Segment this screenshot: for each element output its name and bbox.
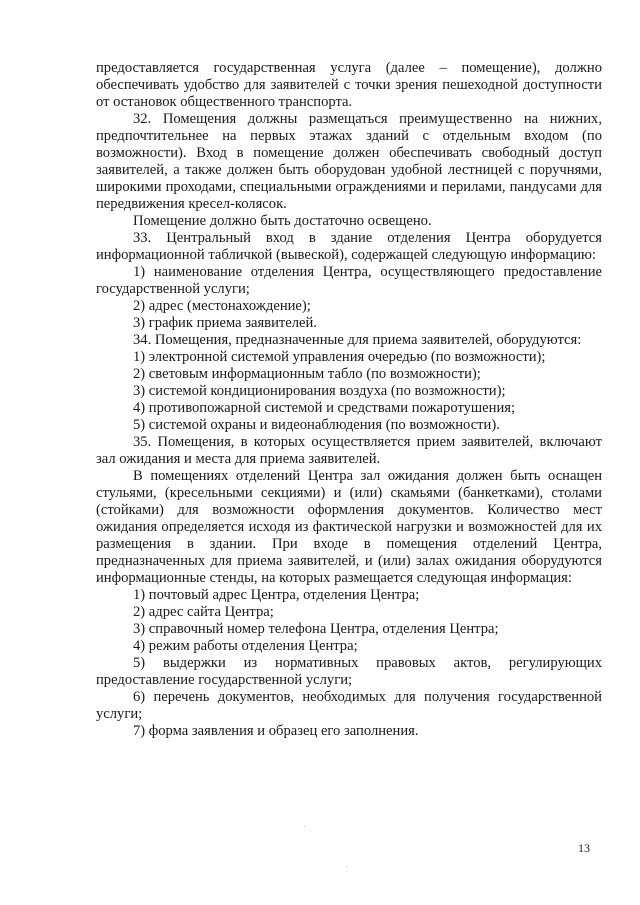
- list-item-stand-5: 5) выдержки из нормативных правовых актов, регулирующих предоставление государственной услуги;: [96, 655, 602, 688]
- paragraph-32: 32. Помещения должны размещаться преимущественно на нижних, предпочтительнее на первых этажах зданий с отдельным входом (по возможности). Вход в помещение должен обеспечивать свободный доступ заявителей, а также должен быть оборудован удобной лестницей с поручнями, широкими проходами, специальными ограждениями и перилами, пандусами для передвижения кресел-колясок.: [96, 111, 602, 212]
- list-item-stand-3: 3) справочный номер телефона Центра, отделения Центра;: [133, 621, 499, 637]
- paragraph-intro-continuation: предоставляется государственная услуга (далее – помещение), должно обеспечивать удобство для заявителей с точки зрения пешеходной доступности от остановок общественного транспорта.: [96, 60, 602, 110]
- scan-speck: [304, 826, 305, 827]
- paragraph-waiting-room: В помещениях отделений Центра зал ожидания должен быть оснащен стульями, (кресельными секциями) и (или) скамьями (банкетками), столами (стойками) для возможности оформления документов. Количество мест ожидания определяется исходя из фактической нагрузки и возможностей для их размещения в здании. При входе в помещения отделений Центра, предназначенных для приема заявителей, и (или) залах ожидания оборудуются информационные стенды, на которых размещается следующая информация:: [96, 468, 602, 586]
- list-item-stand-7: 7) форма заявления и образец его заполнения.: [133, 723, 419, 739]
- list-item-33-2: 2) адрес (местонахождение);: [133, 298, 311, 314]
- list-item-stand-4: 4) режим работы отделения Центра;: [133, 638, 358, 654]
- list-item-34-5: 5) системой охраны и видеонаблюдения (по возможности).: [133, 417, 500, 433]
- list-item-33-3: 3) график приема заявителей.: [133, 315, 317, 331]
- paragraph-33: 33. Центральный вход в здание отделения Центра оборудуется информационной табличкой (вывеской), содержащей следующую информацию:: [96, 230, 602, 263]
- scan-speck: [346, 866, 347, 867]
- list-item-34-1: 1) электронной системой управления очередью (по возможности);: [133, 349, 546, 365]
- paragraph-34: 34. Помещения, предназначенные для приема заявителей, оборудуются:: [133, 332, 582, 348]
- paragraph-35: 35. Помещения, в которых осуществляется прием заявителей, включают зал ожидания и места для приема заявителей.: [96, 434, 602, 467]
- document-text: [96, 60, 602, 740]
- list-item-stand-6: 6) перечень документов, необходимых для получения государственной услуги;: [96, 689, 602, 722]
- list-item-34-3: 3) системой кондиционирования воздуха (по возможности);: [133, 383, 506, 399]
- paragraph-lighting: Помещение должно быть достаточно освещено.: [133, 213, 432, 229]
- list-item-stand-1: 1) почтовый адрес Центра, отделения Центра;: [133, 587, 420, 603]
- list-item-stand-2: 2) адрес сайта Центра;: [133, 604, 274, 620]
- list-item-34-4: 4) противопожарной системой и средствами пожаротушения;: [133, 400, 516, 416]
- page-number: 13: [578, 841, 590, 855]
- list-item-33-1: 1) наименование отделения Центра, осуществляющего предоставление государственной услуги;: [96, 264, 602, 297]
- list-item-34-2: 2) световым информационным табло (по возможности);: [133, 366, 481, 382]
